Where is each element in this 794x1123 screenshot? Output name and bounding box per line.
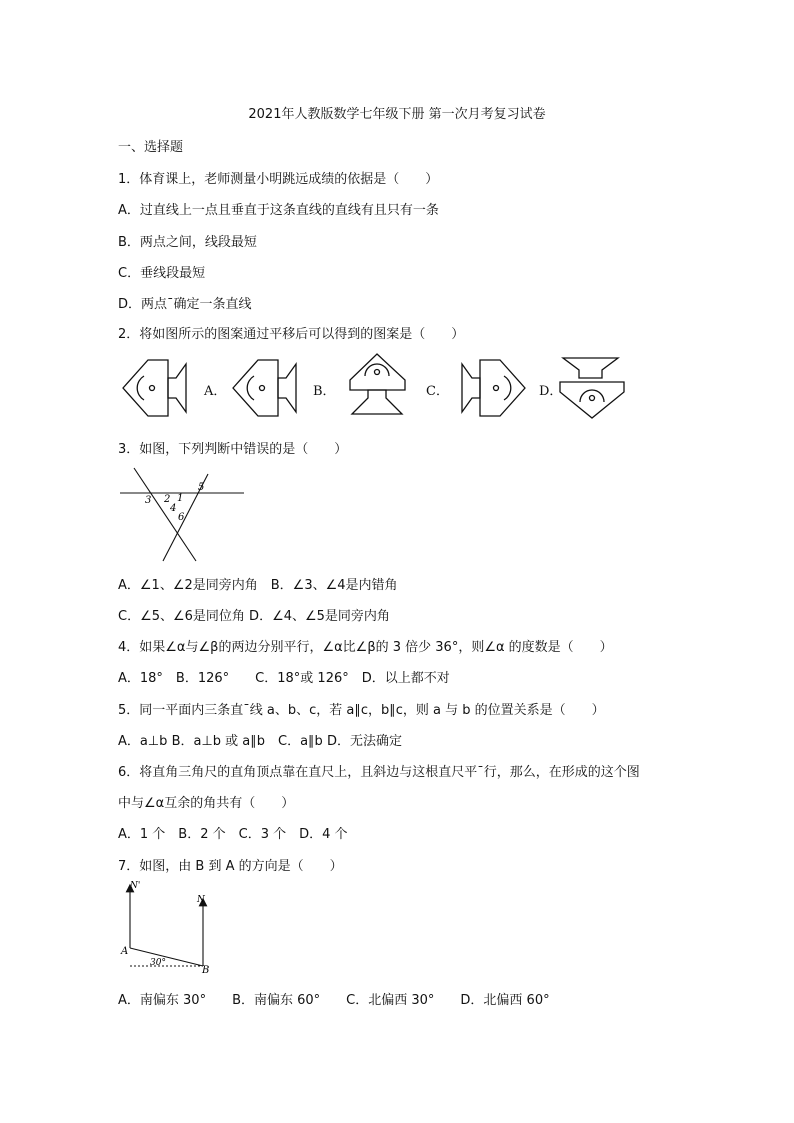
q7-label-angle: 30°	[150, 958, 166, 968]
q2-label-c: C．	[426, 384, 449, 399]
q7-label-n-prime: N'	[130, 881, 141, 891]
q1-stem: 1．体育课上，老师测量小明跳远成绩的依据是（ ）	[118, 172, 439, 187]
q6-stem-line2: 中与∠α互余的角共有（ ）	[118, 796, 295, 811]
q2-stem: 2．将如图所示的图案通过平移后可以得到的图案是（ ）	[118, 327, 465, 342]
q2-original-figure	[123, 360, 186, 416]
q3-angle-label-1: 1	[177, 493, 184, 504]
q2-label-d: D．	[539, 384, 563, 399]
q3-figure	[118, 464, 248, 564]
q2-figure-c	[462, 360, 525, 416]
q2-label-a: A．	[204, 384, 227, 399]
q1-option-c: C．垂线段最短	[118, 266, 206, 281]
q3-angle-label-4: 4	[170, 503, 177, 514]
q6-options: A．1 个 B．2 个 C．3 个 D．4 个	[118, 827, 348, 842]
q3-angle-label-3: 3	[145, 495, 152, 506]
q1-option-d: D．两点ˉ确定一条直线	[118, 297, 252, 312]
q1-option-b: B．两点之间，线段最短	[118, 235, 257, 250]
q2-figure-d	[560, 358, 624, 418]
q3-angle-label-5: 5	[198, 482, 205, 493]
q7-options: A．南偏东 30° B．南偏东 60° C．北偏西 30° D．北偏西 60°	[118, 993, 550, 1008]
q3-angle-label-6: 6	[178, 512, 185, 523]
page-title: 2021年人教版数学七年级下册 第一次月考复习试卷	[248, 107, 546, 122]
q3-angle-label-2: 2	[164, 494, 171, 505]
q5-options: A．a⊥b B．a⊥b 或 a∥b C．a∥b D．无法确定	[118, 734, 402, 749]
q2-label-b: B．	[313, 384, 336, 399]
q2-figure-a	[233, 360, 296, 416]
q3-stem: 3．如图，下列判断中错误的是（ ）	[118, 442, 348, 457]
q7-label-b: B	[202, 965, 210, 976]
section-heading: 一、选择题	[118, 140, 184, 155]
q2-figure-b	[350, 354, 405, 414]
q4-stem: 4．如果∠α与∠β的两边分别平行，∠α比∠β的 3 倍少 36°，则∠α 的度数是（ ）	[118, 640, 613, 655]
q7-label-a: A	[121, 946, 129, 957]
q7-stem: 7．如图，由 B 到 A 的方向是（ ）	[118, 859, 343, 874]
q7-label-n: N	[197, 895, 205, 905]
q3-options-ab: A．∠1、∠2是同旁内角 B．∠3、∠4是内错角	[118, 578, 398, 593]
q4-options: A．18° B．126° C．18°或 126° D．以上都不对	[118, 671, 450, 686]
q7-figure	[118, 880, 218, 976]
q1-option-a: A．过直线上一点且垂直于这条直线的直线有且只有一条	[118, 203, 439, 218]
q5-stem: 5．同一平面内三条直ˉ线 a、b、c，若 a∥c，b∥c，则 a 与 b 的位置关系是（ ）	[118, 703, 605, 718]
q3-options-cd: C．∠5、∠6是同位角 D．∠4、∠5是同旁内角	[118, 609, 390, 624]
q6-stem-line1: 6．将直角三角尺的直角顶点靠在直尺上，且斜边与这根直尺平ˉ行，那么，在形成的这个图	[118, 765, 640, 780]
